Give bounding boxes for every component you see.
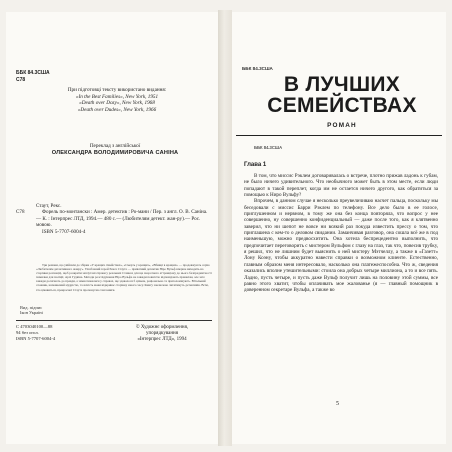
catalog-author: Стаут, Рекс. [36,203,62,209]
imprint-isbn: ISBN 5-7707-6004-4 [16,336,56,341]
bbk-code-right: ББК 84.3США [242,66,273,71]
right-page [232,12,446,444]
imprint-code-line2: 94 без огол. [16,330,39,335]
bbk-code-mid: ББК 84.3США [254,145,283,150]
catalog-card [16,203,212,235]
udc-note: Вид. підпис Ікон Україні [20,305,43,316]
annotation-summary: Три романи, що увійшли до збірки «У кращих сімействах», «Смерть у кращих», «Вбивці в кращих» — продовжують серію «Любителям детективного жанру». Улюблений герой Рекса Стаута — приватний детектив Ніро Вульф вперше виходить на сторінки розповіді, щоб розкрити заплутані справи у реальних Ставках для ще зворотного аттракціону до нього безпредметності помилки для поліції, Арчі Гудвіна. Методи розслідування Ніро Вульфа не завжди повністю відповідають правилам, але зате завжди досягають до правди, а замислювалися у справах, ще здавалося б цілком, раціонально та приголомшують. Вітальний словник, наповнений мудрістю, та ясність мови відкриває сторінку юного часу. Книгу заключено читатимуть детективів. Всім, хто цікавиться, прекрасної Стаута пропонуємо такі книги. [36,263,212,292]
body-paragraph: Впрочем, в данном случае я несколько преувеличиваю насчет пальца, поскольку мы беседовали с миссис Барри Рэклем по телефону. Все дело было в ее голосе, приглушенном и нервном, в тому же она без конца повторяла, что вопрос у нее совершенно, ну совершенно конфиденциальный — даже после того, как я клятвенно заверил, что ни шепот не вовсе ни всякий раз покуда известить прессу о том, что приглашена с кем-то о деловом свидании. Заманчивая разговор, она сошла всё же в под наименьшую, можно предвосхитить. Она хотела беспрецедентно выполнить, что предпочитает переговорить с мистером Вульфом с глазу на глаз, так что, повесив трубку, я решил, что не лишним будет выяснить о ней мистеру Мэтчеллу, а также в «Газетт» Лону Коэну, чтобы аккуратно навести справки о возможном клиенте. Естественно, главным образом меня интересовало, насколько она платежеспособна. Что ж, сведения оказались вполне утешительными: стоила она добрых четыре миллиона, а то и все пять. Ладно, пусть четыре, и пусть даже Вульф получит лишь на половину этой суммы, все равно этого хватит, чтобы оплачивать мое жалованье (я — главный помощник в доверенном секретаре Вульфа, а также во [244,198,438,294]
catalog-description: Форель по-монтански : Амер. детектив : Ро-мани / Пер. з англ. О. В. Саніна.— К. : Інтерпрес ЛТД, 1994.— 480 с.— (Любителям детект. жан-ру).— Рос. мовою. [36,209,208,229]
original-edition-note [24,87,210,113]
title-divider [236,135,442,136]
catalog-isbn: ISBN 5-7707-6004-4 [42,228,86,235]
copyright-notice: © Художнє оформлення, упорядкування «Інтерпрес ЛТД», 1994 [135,325,189,343]
translator-caption: Переклад з англійської [89,143,141,149]
translator-name: ОЛЕКСАНДРА ВОЛОДИМИРОВИЧА САНІНА [51,149,179,156]
original-edition-intro: При підготовці тексту використано видання: [67,87,167,93]
chapter-heading: Глава 1 [244,162,267,168]
left-page [6,12,218,444]
book-title [242,74,442,116]
chapter-body [244,173,438,294]
original-edition-item: «In the Best Families», New York, 1951 [75,93,159,100]
imprint-code-line: С 4703040100—88 [16,324,53,329]
copyright-divider [16,320,212,321]
original-edition-item: «Death over Dozy», New York, 1968 [79,100,155,107]
bbk-code: ББК 84.3США С78 [16,70,50,83]
book-gutter [218,10,232,446]
original-edition-item: «Death over Dudes», New York, 1966 [77,106,157,113]
catalog-code: С78 [16,209,25,216]
translator-credit [20,143,210,156]
book-title-line2: СЕМЕЙСТВАХ [267,94,417,117]
body-paragraph: В том, что миссис Рэклем договаривалась о встрече, плотно прижав ладонь к губам, не было ничего удивительного. Что необычного может быть в этом месте, если люди попадают в такой переплет, когда им не остается ничего другого, как обратиться за помощью к Ниро Вульфу? [244,173,438,199]
genre-label: РОМАН [327,122,357,129]
imprint-codes [16,324,106,342]
book-title-line1: В ЛУЧШИХ [283,73,401,96]
page-number: 5 [336,401,339,407]
